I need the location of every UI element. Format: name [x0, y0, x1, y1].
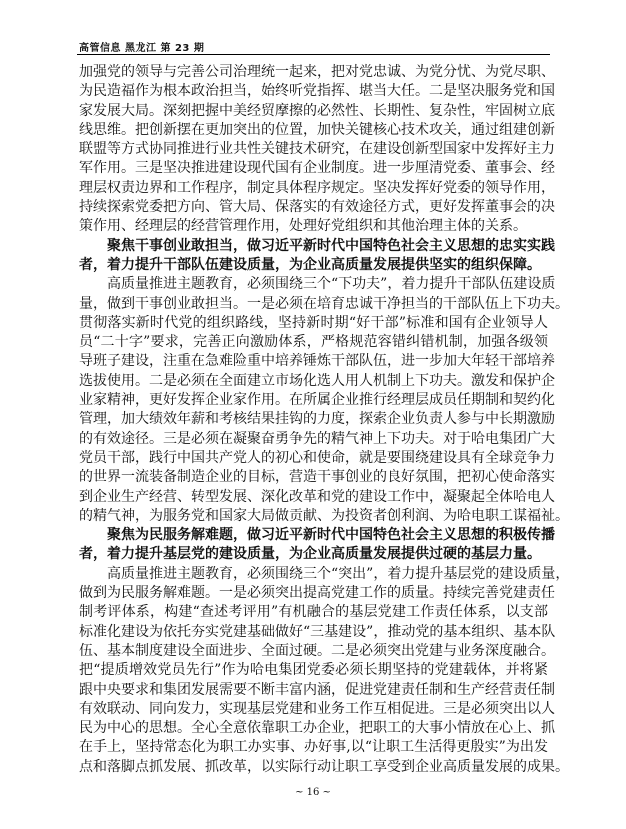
text-line: 理层权责边界和工作程序，制定具体程序规定。坚决发挥好党委的领导作用， [79, 179, 555, 196]
text-line: 高质量推进主题教育，必须围绕三个“突出”，着力提升基层党的建设质量， [107, 565, 570, 582]
text-line: 标准化建设为依托夯实党建基础做好“三基建设”，推动党的基本组织、基本队 [79, 623, 556, 640]
page-number: ~ 16 ~ [295, 787, 331, 798]
text-line: 贯彻落实新时代党的组织路线，坚持新时期“好干部”标准和国有企业领导人 [79, 314, 548, 331]
text-line: 跟中央要求和集团发展需要不断丰富内涵，促进党建责任制和生产经营责任制 [79, 681, 555, 698]
text-line: 管理，加大绩效年薪和考核结果挂钩的力度，探索企业负责人参与中长期激励 [79, 411, 555, 428]
text-line: 的有效途径。三是必须在凝聚奋勇争先的精气神上下功夫。对于哈电集团广大 [79, 430, 555, 447]
text-line: 联盟等方式协同推进行业共性关键技术研究，在建设创新型国家中发挥好主力 [79, 141, 555, 158]
text-line: 加强党的领导与完善公司治理统一起来，把对党忠诚、为党分忧、为党尽职、 [79, 64, 555, 80]
running-header: 高管信息 黑龙江 第 23 期 [79, 43, 205, 54]
text-line: 业家精神，更好发挥企业家作用。在所属企业推行经理层成员任期制和契约化 [79, 392, 555, 409]
section-heading [79, 237, 555, 276]
paragraph [79, 275, 569, 526]
header-rule [77, 54, 550, 55]
text-line: 到企业生产经营、转型发展、深化改革和党的建设工作中，凝聚起全体哈电人 [79, 488, 555, 505]
paragraph [79, 63, 555, 237]
text-line: 持续探索党委把方向、管大局、保落实的有效途径方式，更好发挥董事会的决 [79, 199, 555, 216]
text-line: 军作用。三是坚决推进建设现代国有企业制度。进一步厘清党委、董事会、经 [79, 160, 555, 177]
text-line: 在手上，坚持常态化为职工办实事、办好事,以“让职工生活得更殷实”为出发 [79, 739, 548, 756]
text-line: 把“提质增效党员先行”作为哈电集团党委必须长期坚持的党建载体，并将紧 [79, 662, 548, 679]
text-line: 者，着力提升基层党的建设质量，为企业高质量发展提供过硬的基层力量。 [79, 546, 541, 563]
text-line: 点和落脚点抓发展、抓改革，以实际行动让职工享受到企业高质量发展的成果。 [79, 758, 569, 775]
text-line: 高质量推进主题教育，必须围绕三个“下功夫”，着力提升干部队伍建设质 [107, 276, 556, 293]
text-line: 做到为民服务解难题。一是必须突出提高党建工作的质量。持续完善党建责任 [79, 585, 555, 602]
text-line: 为民造福作为根本政治担当，始终听党指挥、堪当大任。二是坚决服务党和国 [79, 83, 555, 100]
text-line: 导班子建设，注重在急难险重中培养锤炼干部队伍，进一步加大年轻干部培养 [79, 353, 555, 370]
document-body [79, 63, 570, 777]
text-line: 策作用、经理层的经营管理作用，处理好党组织和其他治理主体的关系。 [79, 218, 527, 235]
text-line: 员“二十字”要求，完善正向激励体系，严格规范容错纠错机制，加强各级领 [79, 334, 548, 351]
paragraph [79, 565, 570, 777]
text-line: 的世界一流装备制造企业的目标，营造干事创业的良好氛围，把初心使命落实 [79, 469, 555, 486]
text-line: 民为中心的思想。全心全意依靠职工办企业，把职工的大事小情放在心上、抓 [79, 720, 555, 737]
text-line: 党员干部，践行中国共产党人的初心和使命，就是要围绕建设具有全球竞争力 [79, 449, 555, 466]
text-line: 伍、基本制度建设全面进步、全面过硬。二是必须突出党建与业务深度融合。 [79, 642, 555, 659]
text-line: 选拔使用。二是必须在全面建立市场化选人用人机制上下功夫。激发和保护企 [79, 372, 555, 389]
text-line: 制考评体系，构建“查述考评用”有机融合的基层党建工作责任体系，以支部 [79, 604, 548, 621]
text-line: 者，着力提升干部队伍建设质量，为企业高质量发展提供坚实的组织保障。 [79, 256, 541, 273]
text-line: 的精气神，为服务党和国家大局做贡献、为投资者创利润、为哈电职工谋福祉。 [79, 507, 569, 524]
text-line: 家发展大局。深刻把握中美经贸摩擦的必然性、长期性、复杂性，牢固树立底 [79, 102, 555, 119]
text-line: 量，做到干事创业敢担当。一是必须在培育忠诚干净担当的干部队伍上下功夫。 [79, 295, 569, 312]
text-line: 线思维。把创新摆在更加突出的位置，加快关键核心技术攻关，通过组建创新 [79, 121, 555, 138]
section-heading [79, 526, 555, 565]
text-line: 有效联动、同向发力，实现基层党建和业务工作互相促进。三是必须突出以人 [79, 700, 555, 717]
text-line: 聚焦为民服务解难题，做习近平新时代中国特色社会主义思想的积极传播 [107, 527, 555, 544]
text-line: 聚焦干事创业敢担当，做习近平新时代中国特色社会主义思想的忠实实践 [107, 237, 555, 254]
